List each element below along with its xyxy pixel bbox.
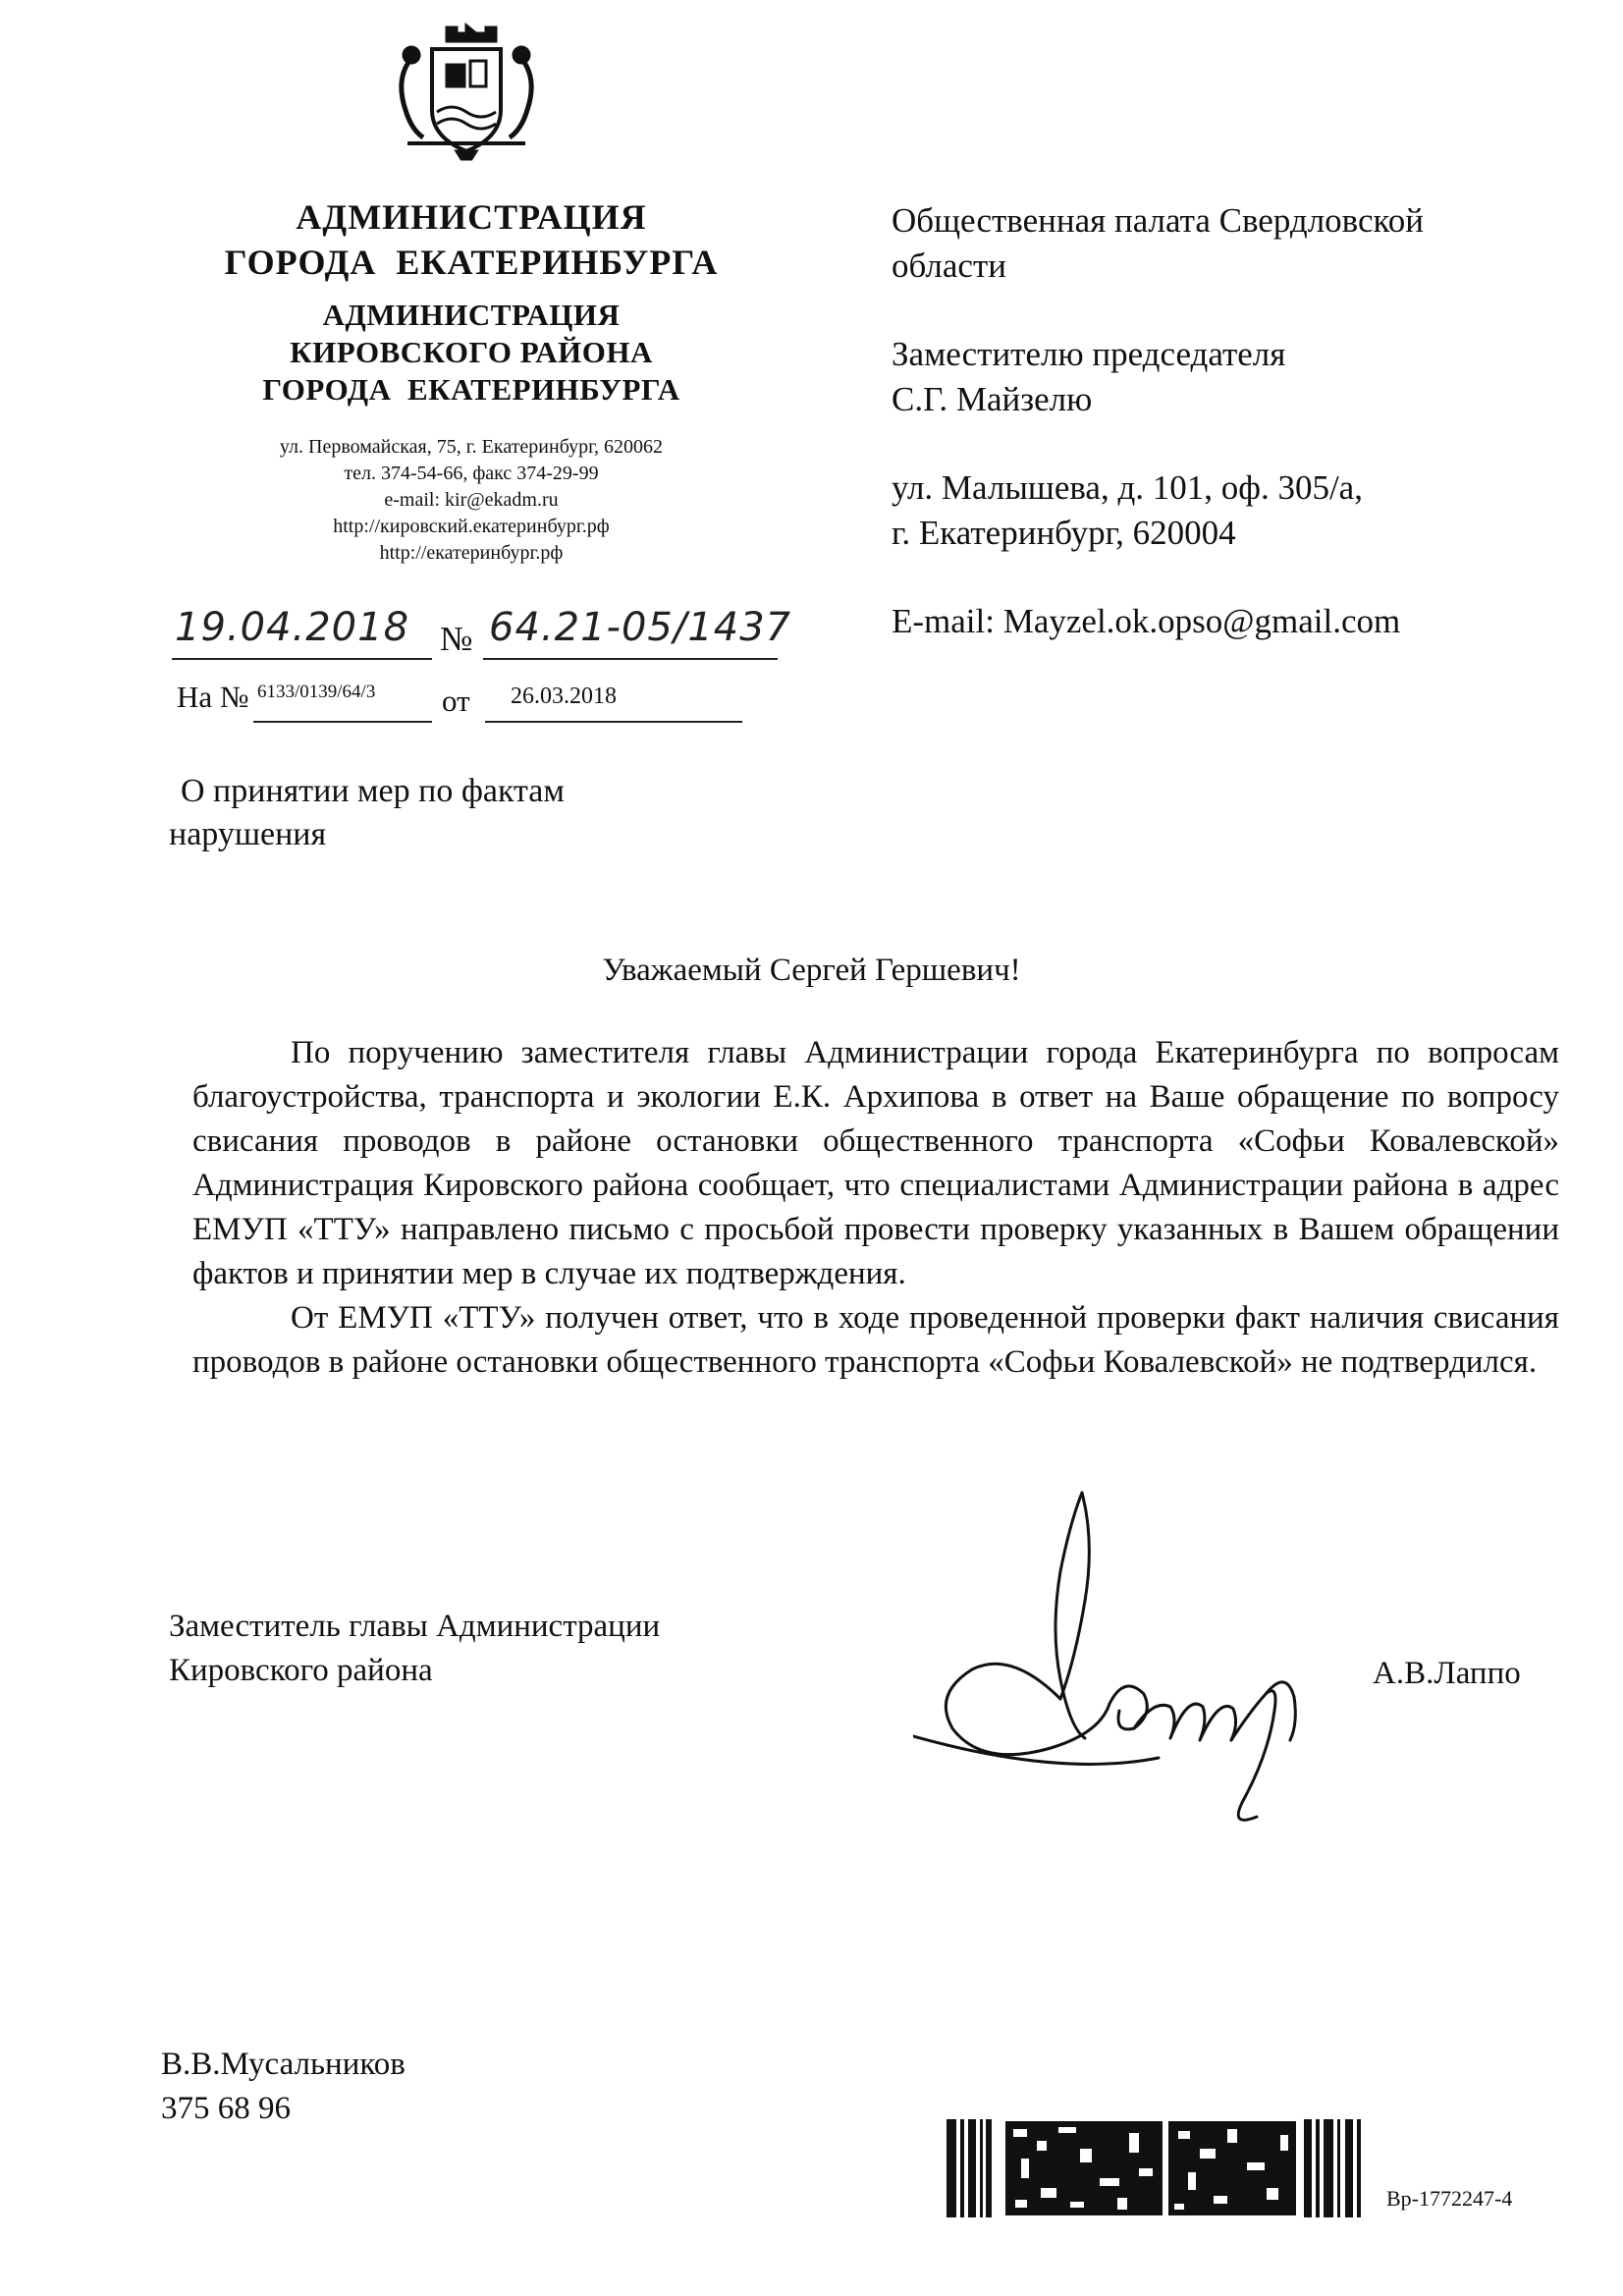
body-paragraph-1: По поручению заместителя главы Администрации города Екатеринбурга по вопросам благоустройства, транспорта и экологии Е.К. Архипова в ответ на Ваше обращение по вопросу свисания проводов в районе остановки общественного транспорта «Софьи Ковалевской» Администрация Кировского района сообщает, что специалистами Администрации района в адрес ЕМУП «ТТУ» направлено письмо с просьбой провести проверку указанных в Вашем обращении фактов и принятии мер в случае их подтверждения. [192, 1035, 1559, 1291]
issuer-site-1: http://кировский.екатеринбург.рф [333, 516, 610, 537]
issuer-line-2: ГОРОДА ЕКАТЕРИНБУРГА [224, 243, 719, 282]
outgoing-number: 64.21-05/1437 [489, 605, 792, 650]
signatory-title [169, 1605, 660, 1693]
signatory-title-2: Кировского района [169, 1653, 433, 1688]
issuer-line-4: КИРОВСКОГО РАЙОНА [290, 335, 653, 369]
issuer-site-2: http://екатеринбург.рф [379, 542, 564, 564]
recipient-address-2: г. Екатеринбург, 620004 [892, 514, 1236, 552]
subject-block [169, 770, 565, 856]
ref-date: 26.03.2018 [511, 683, 617, 709]
executor-name: В.В.Мусальников [161, 2047, 406, 2082]
salutation: Уважаемый Сергей Гершевич! [602, 953, 1021, 988]
recipient-org-line-2: области [892, 246, 1006, 285]
issuer-phone: тел. 374-54-66, факс 374-29-99 [344, 463, 599, 484]
signatory-title-1: Заместитель главы Администрации [169, 1609, 661, 1644]
signatory-name: А.В.Лаппо [1373, 1656, 1521, 1691]
ref-date-line [485, 721, 742, 723]
coat-of-arms-emblem [388, 22, 545, 161]
issuer-line-5: ГОРОДА ЕКАТЕРИНБУРГА [262, 372, 680, 407]
issuer-contacts [167, 434, 776, 567]
ref-number-label: На № [177, 680, 249, 714]
subject-line-1: О принятии мер по фактам [181, 773, 565, 809]
recipient-address-1: ул. Малышева, д. 101, оф. 305/а, [892, 468, 1363, 507]
issuer-email: e-mail: kir@ekadm.ru [384, 489, 559, 511]
letter-body [192, 1031, 1559, 1385]
executor-phone: 375 68 96 [161, 2091, 291, 2126]
outgoing-date: 19.04.2018 [175, 605, 410, 650]
ref-from-label: от [442, 683, 470, 718]
handwritten-signature [913, 1483, 1355, 1846]
recipient-name: С.Г. Майзелю [892, 380, 1093, 418]
recipient-org-line-1: Общественная палата Свердловской [892, 201, 1424, 240]
barcode-caption: Вр-1772247-4 [1386, 2186, 1513, 2211]
recipient-role: Заместителю председателя [892, 335, 1286, 373]
recipient-block [892, 198, 1579, 644]
body-paragraph-2: От ЕМУП «ТТУ» получен ответ, что в ходе проведенной проверки факт наличия свисания проводов в районе остановки общественного транспорта «Софьи Ковалевской» не подтвердился. [192, 1300, 1559, 1380]
issuer-line-1: АДМИНИСТРАЦИЯ [296, 197, 647, 237]
outgoing-number-line [483, 658, 778, 660]
issuer-name-district [167, 297, 776, 409]
ref-number: 6133/0139/64/3 [257, 682, 376, 702]
ref-number-line [253, 721, 432, 723]
issuer-address: ул. Первомайская, 75, г. Екатеринбург, 620062 [279, 436, 664, 458]
outgoing-number-label: № [440, 620, 473, 658]
executor-block [161, 2043, 406, 2131]
outgoing-date-line [172, 658, 432, 660]
issuer-line-3: АДМИНИСТРАЦИЯ [322, 298, 621, 332]
issuer-name-city [167, 194, 776, 285]
recipient-email: E-mail: Mayzel.ok.opso@gmail.com [892, 602, 1401, 640]
subject-line-2: нарушения [169, 816, 327, 852]
document-barcode [943, 2119, 1375, 2219]
